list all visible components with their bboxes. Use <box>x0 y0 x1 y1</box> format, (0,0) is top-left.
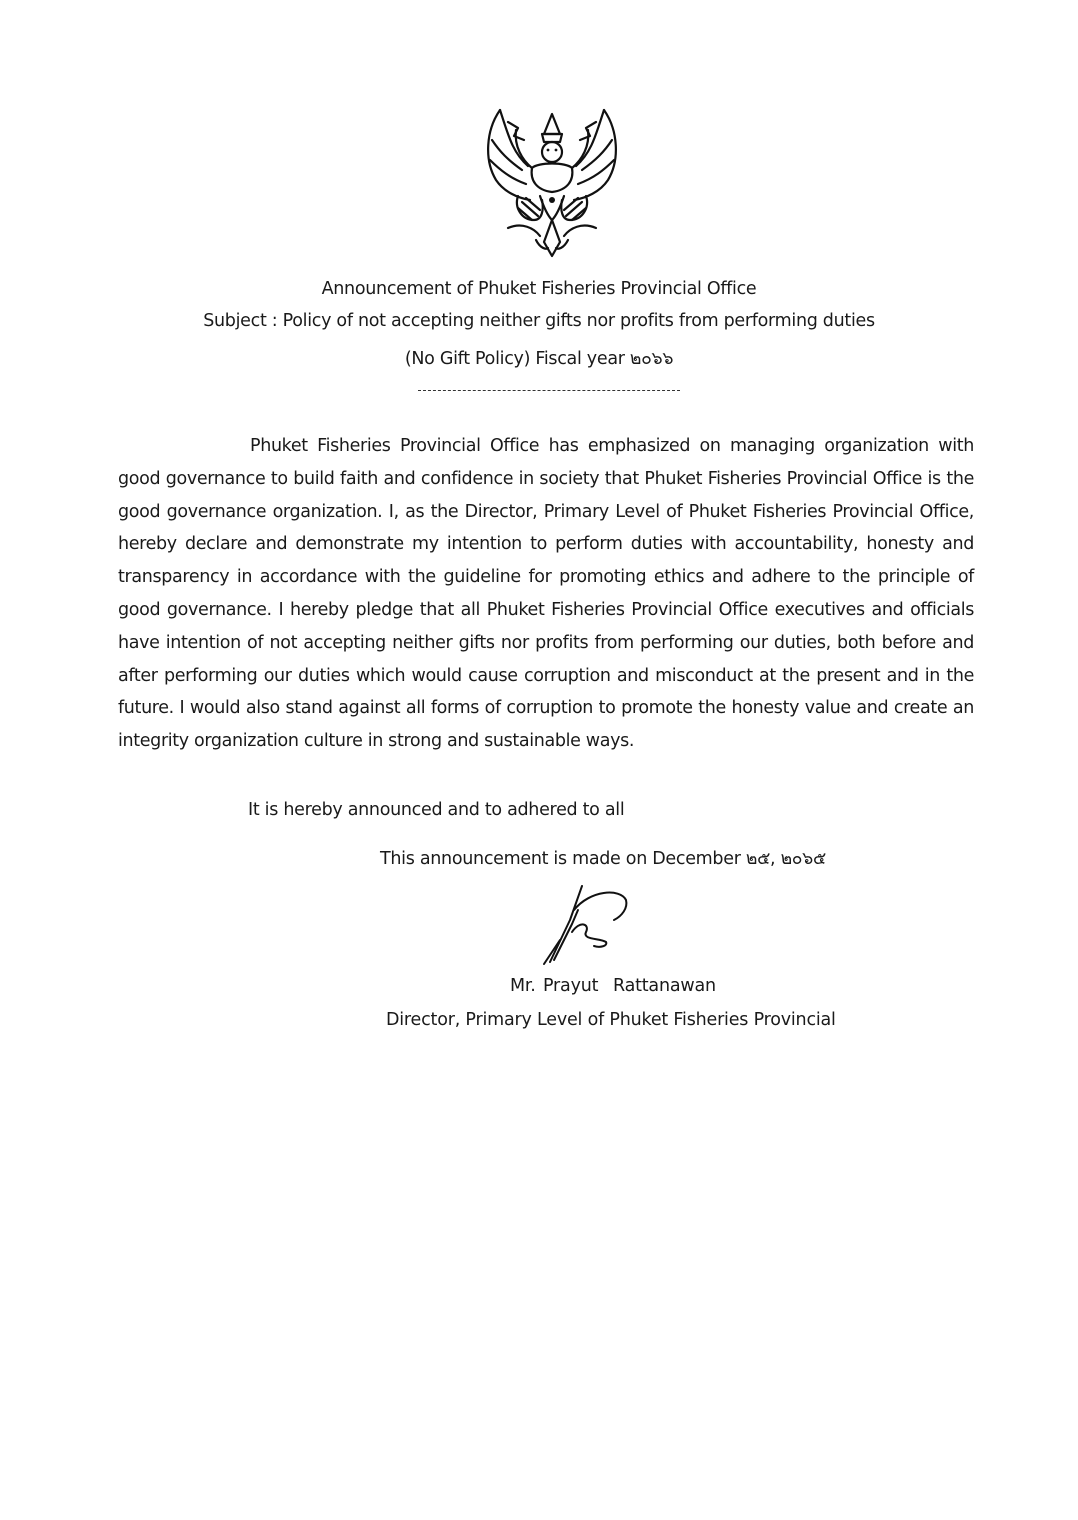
announcement-subject: Subject : Policy of not accepting neither gifts nor profits from performing duties <box>203 311 875 331</box>
signatory-name: Mr. Prayut Rattanawan <box>510 976 716 996</box>
announce-line: It is hereby announced and to adhered to all <box>248 800 625 820</box>
garuda-emblem-icon <box>478 100 626 260</box>
handwritten-signature-icon <box>530 880 640 970</box>
body-paragraph-text: Phuket Fisheries Provincial Office has emphasized on managing organization with good governance to build faith and confidence in society that Phuket Fisheries Provincial Office is the good governance organization. I, as the Director, Primary Level of Phuket Fisheries Provincial Office, hereby declare and demonstrate my intention to perform duties with accountability, honesty and transparency in accordance with the guideline for promoting ethics and adhere to the principle of good governance. I hereby pledge that all Phuket Fisheries Provincial Office executives and officials have intention of not accepting neither gifts nor profits from performing our duties, both before and after performing our duties which would cause corruption and misconduct at the present and in the future. I would also stand against all forms of corruption to promote the honesty value and create an integrity organization culture in strong and sustainable ways. <box>118 436 974 752</box>
announcement-date: This announcement is made on December ๒๕, ๒๐๖๕ <box>380 849 826 869</box>
announcement-title: Announcement of Phuket Fisheries Provincial Office <box>321 279 757 299</box>
signatory-title: Director, Primary Level of Phuket Fisheries Provincial <box>386 1010 836 1030</box>
body-paragraph <box>118 430 974 758</box>
separator-line <box>418 390 680 391</box>
policy-fiscal-year: (No Gift Policy) Fiscal year ๒๐๖๖ <box>404 349 674 369</box>
